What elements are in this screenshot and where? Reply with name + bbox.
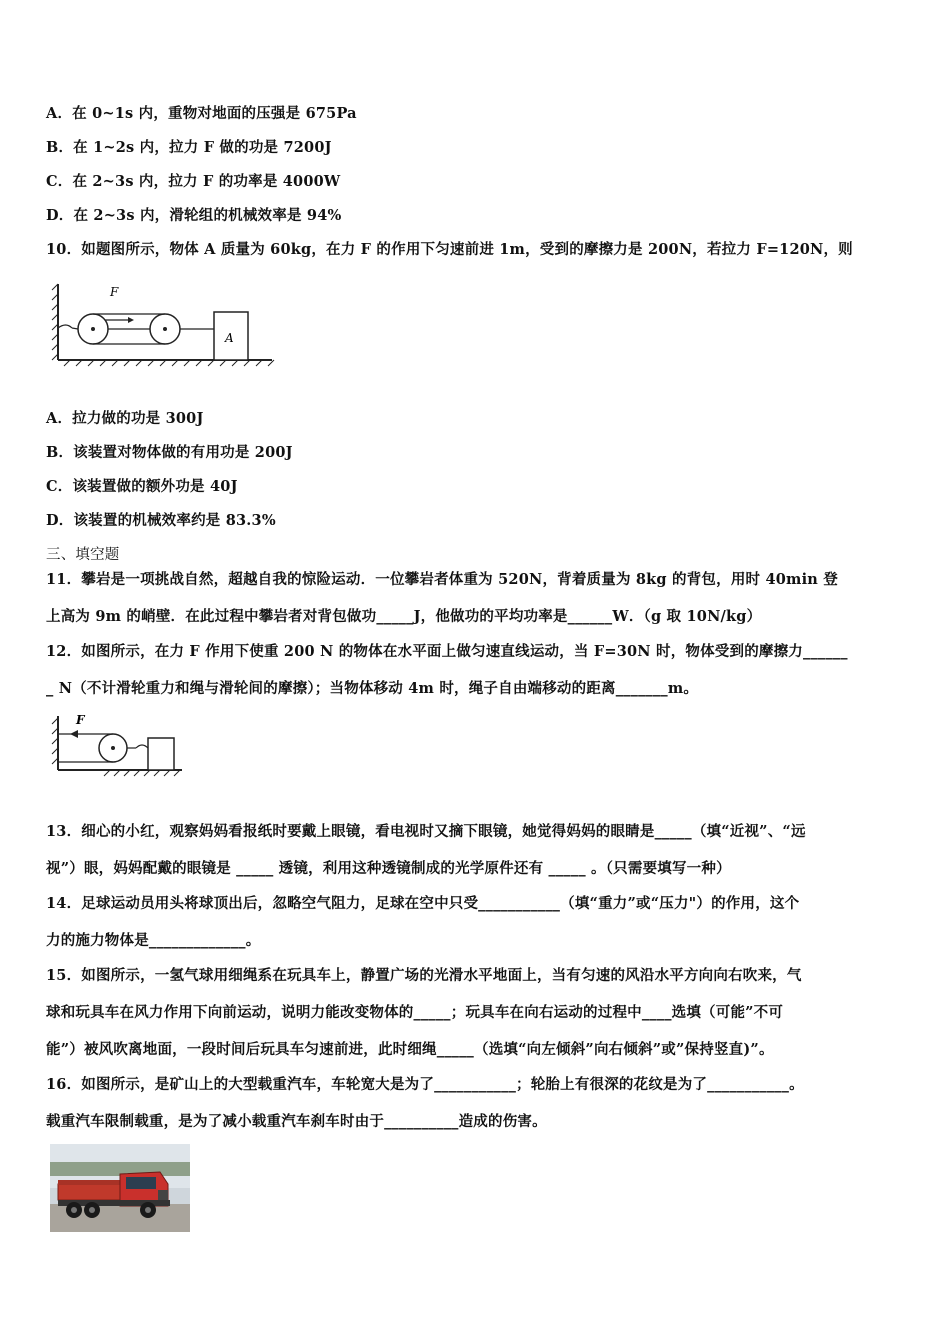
truck-illustration xyxy=(50,1144,190,1232)
section-title: 三、填空题 xyxy=(46,547,120,563)
q13-line-1: 13．细心的小红，观察妈妈看报纸时要戴上眼镜，看电视时又摘下眼镜，她觉得妈妈的眼睛是_____（填“近视”、“远 xyxy=(46,823,806,840)
q15-line-2: 球和玩具车在风力作用下向前运动，说明力能改变物体的_____；玩具车在向右运动的过程中____选填（可能”不可 xyxy=(46,1004,784,1021)
q12-line-2: _ N（不计滑轮重力和绳与滑轮间的摩擦）；当物体移动 4m 时，绳子自由端移动的距离_______m。 xyxy=(46,680,699,697)
q9-option-a: A．在 0~1s 内，重物对地面的压强是 675Pa xyxy=(46,105,357,122)
q14-line-1: 14．足球运动员用头将球顶出后，忽略空气阻力，足球在空中只受___________（填“重力”或“压力"）的作用，这个 xyxy=(46,895,800,912)
q10-force-label: F xyxy=(110,285,119,299)
q9-option-b: B．在 1~2s 内，拉力 F 做的功是 7200J xyxy=(46,139,332,156)
q13-line-2: 视”）眼，妈妈配戴的眼镜是 _____ 透镜，利用这种透镜制成的光学原件还有 _____ 。（只需要填写一种） xyxy=(46,860,731,877)
q10-pulley-figure xyxy=(50,280,280,370)
q10-option-b: B．该装置对物体做的有用功是 200J xyxy=(46,444,293,461)
q11-line-2: 上高为 9m 的峭壁．在此过程中攀岩者对背包做功_____J，他做功的平均功率是______W．（g 取 10N/kg） xyxy=(46,608,762,625)
q15-line-3: 能”）被风吹离地面，一段时间后玩具车匀速前进，此时细绳_____（选填“向左倾斜”向右倾斜”或”保持竖直)”。 xyxy=(46,1041,774,1058)
q10-option-c: C．该装置做的额外功是 40J xyxy=(46,478,238,495)
q12-pulley-figure xyxy=(48,710,188,782)
q12-line-1: 12．如图所示，在力 F 作用下使重 200 N 的物体在水平面上做匀速直线运动，当 F=30N 时，物体受到的摩擦力______ xyxy=(46,643,848,660)
q14-line-2: 力的施力物体是_____________。 xyxy=(46,932,261,949)
q10-option-a: A．拉力做的功是 300J xyxy=(46,410,204,427)
q16-line-1: 16．如图所示，是矿山上的大型载重汽车，车轮宽大是为了___________；轮胎上有很深的花纹是为了___________。 xyxy=(46,1076,804,1093)
q12-force-label: F xyxy=(76,713,85,727)
q15-line-1: 15．如图所示，一氢气球用细绳系在玩具车上，静置广场的光滑水平地面上，当有匀速的风沿水平方向向右吹来，气 xyxy=(46,967,802,984)
q10-stem: 10．如题图所示，物体 A 质量为 60kg，在力 F 的作用下匀速前进 1m，受到的摩擦力是 200N，若拉力 F=120N，则 xyxy=(46,241,853,258)
truck-photo xyxy=(50,1144,190,1232)
q10-option-d: D．该装置的机械效率约是 83.3% xyxy=(46,512,276,529)
q9-option-d: D．在 2~3s 内，滑轮组的机械效率是 94% xyxy=(46,207,342,224)
q10-block-label: A xyxy=(225,331,234,345)
q11-line-1: 11．攀岩是一项挑战自然，超越自我的惊险运动．一位攀岩者体重为 520N，背着质量为 8kg 的背包，用时 40min 登 xyxy=(46,571,838,588)
q16-line-2: 载重汽车限制载重，是为了减小载重汽车刹车时由于__________造成的伤害。 xyxy=(46,1113,547,1130)
q9-option-c: C．在 2~3s 内，拉力 F 的功率是 4000W xyxy=(46,173,341,190)
